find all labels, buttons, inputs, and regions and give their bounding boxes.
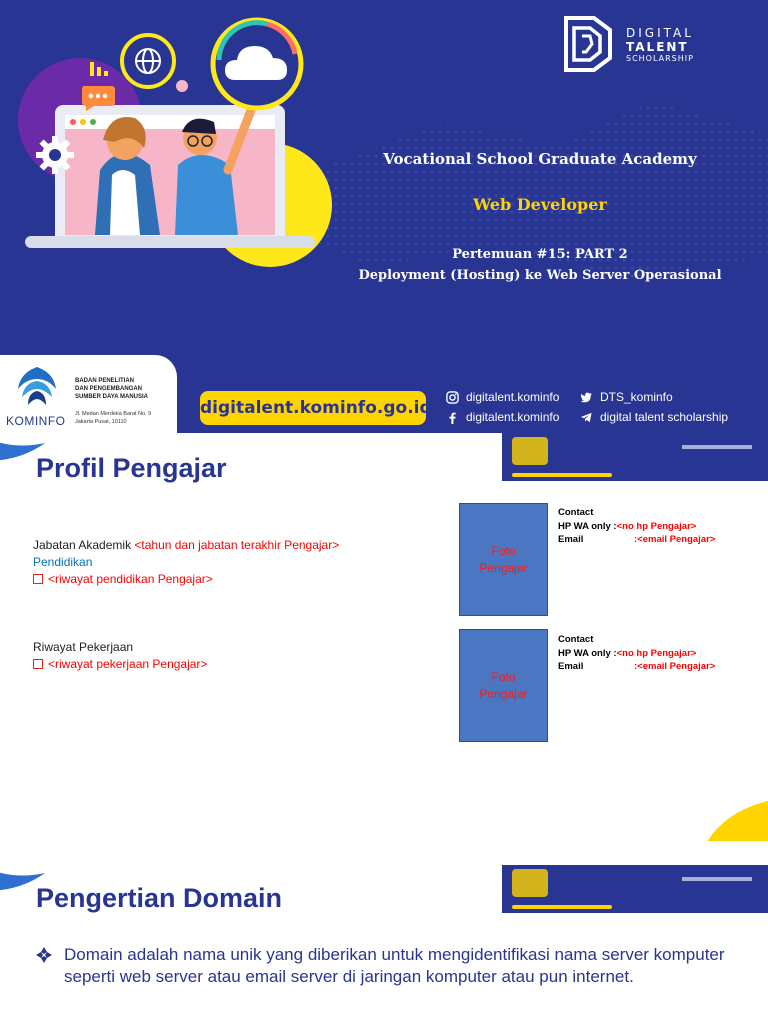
twitter-icon	[580, 391, 593, 404]
banner-url-bar	[512, 905, 612, 909]
domain-slide	[0, 841, 768, 1024]
banner-text-line	[682, 445, 752, 449]
yellow-corner-decoration	[688, 799, 768, 841]
work-label: Riwayat Pekerjaan	[33, 640, 134, 654]
telegram-link[interactable]	[580, 410, 728, 424]
photo-placeholder	[459, 629, 548, 742]
kominfo-agency	[75, 377, 148, 401]
profile-slide	[0, 433, 768, 841]
kominfo-agency-line: BADAN PENELITIAN	[75, 378, 135, 384]
instagram-link[interactable]	[446, 390, 559, 404]
kominfo-address-line: Jakarta Pusat, 10110	[75, 419, 127, 425]
contact-hp-value: <no hp Pengajar>	[616, 647, 697, 659]
academic-line	[33, 537, 339, 554]
contact-hp-value: <no hp Pengajar>	[616, 520, 697, 532]
work-item	[33, 656, 207, 673]
contact-email-row	[558, 533, 715, 547]
header-banner-thumbnail	[502, 865, 768, 913]
meeting-title: Pertemuan #15: PART 2	[452, 247, 628, 262]
map-dots-decoration	[300, 80, 768, 300]
photo-label-line1: Foto	[491, 543, 516, 558]
contact-email-row	[558, 660, 715, 674]
page-title: Pengertian Domain	[36, 883, 283, 913]
contact-title: Contact	[558, 634, 594, 645]
checkbox-icon	[33, 574, 43, 584]
contact-email-label: Email	[558, 534, 584, 545]
title-slide	[0, 0, 768, 433]
kominfo-address-line: Jl. Medan Merdeka Barat No. 9	[75, 411, 152, 417]
contact-hp-label: HP WA only :	[558, 520, 617, 532]
globe-icon	[120, 33, 176, 89]
instagram-handle: digitalent.kominfo	[466, 390, 560, 404]
photo-label-line1: Foto	[491, 669, 516, 684]
checkbox-icon	[33, 659, 43, 669]
contact-hp-row	[558, 647, 715, 661]
chat-bubble-icon	[80, 84, 116, 112]
contact-email-value: :<email Pengajar>	[634, 661, 716, 672]
contact-title: Contact	[558, 507, 594, 518]
education-item	[33, 571, 339, 588]
contact-email-value: :<email Pengajar>	[634, 534, 716, 545]
banner-illustration	[512, 869, 548, 897]
telegram-icon	[580, 411, 593, 424]
instagram-icon	[446, 391, 459, 404]
education-item-text: <riwayat pendidikan Pengajar>	[48, 572, 213, 586]
diamond-bullet-icon	[36, 947, 52, 963]
kominfo-address	[75, 410, 151, 426]
banner-url-bar	[512, 473, 612, 477]
contact-block	[558, 633, 715, 674]
kominfo-emblem-icon	[12, 363, 62, 413]
banner-illustration	[512, 437, 548, 465]
website-url[interactable]: digitalent.kominfo.go.id	[200, 391, 426, 425]
telegram-handle: digital talent scholarship	[600, 410, 729, 424]
facebook-handle: digitalent.kominfo	[466, 410, 560, 424]
kominfo-name: KOMINFO	[6, 414, 66, 428]
work-item-text: <riwayat pekerjaan Pengajar>	[48, 657, 208, 671]
bullet-item	[36, 944, 736, 988]
bullet-text: Domain adalah nama unik yang diberikan untuk mengidentifikasi nama server komputer seperti web server atau email server di jaringan komputer atau pun internet.	[64, 945, 725, 986]
dot-decoration	[176, 80, 188, 92]
header-banner-thumbnail	[502, 433, 768, 481]
course-title: Web Developer	[473, 195, 607, 214]
contact-hp-label: HP WA only :	[558, 647, 617, 659]
contact-email-label: Email	[558, 661, 584, 672]
contact-hp-row	[558, 520, 715, 534]
gear-icon	[34, 134, 76, 176]
work-section	[33, 639, 207, 673]
dts-logo-line3: SCHOLARSHIP	[626, 54, 694, 63]
bar-chart-icon	[90, 58, 114, 76]
academic-label: Jabatan Akademik	[33, 538, 135, 552]
dts-logo	[556, 14, 726, 74]
education-label: Pendidikan	[33, 555, 93, 569]
twitter-link[interactable]	[580, 390, 673, 404]
kominfo-agency-line: SUMBER DAYA MANUSIA	[75, 394, 149, 400]
academy-title: Vocational School Graduate Academy	[383, 150, 697, 168]
topic-title: Deployment (Hosting) ke Web Server Operasional	[358, 268, 722, 283]
twitter-handle: DTS_kominfo	[600, 390, 673, 404]
dts-logo-line1: DIGITAL	[626, 26, 694, 40]
photo-placeholder	[459, 503, 548, 616]
academic-placeholder: <tahun dan jabatan terakhir Pengajar>	[134, 538, 340, 552]
facebook-link[interactable]	[446, 410, 559, 424]
academic-section	[33, 537, 339, 588]
photo-label-line2: Pengajar	[479, 560, 528, 575]
banner-text-line	[682, 877, 752, 881]
page-title: Profil Pengajar	[36, 453, 227, 483]
facebook-icon	[446, 411, 459, 424]
dts-logo-mark-icon	[556, 14, 618, 74]
contact-block	[558, 506, 715, 547]
kominfo-logo-panel	[0, 355, 177, 433]
cloud-icon	[207, 14, 307, 114]
dts-logo-line2: TALENT	[626, 40, 689, 54]
photo-label-line2: Pengajar	[479, 686, 528, 701]
kominfo-agency-line: DAN PENGEMBANGAN	[75, 386, 143, 392]
